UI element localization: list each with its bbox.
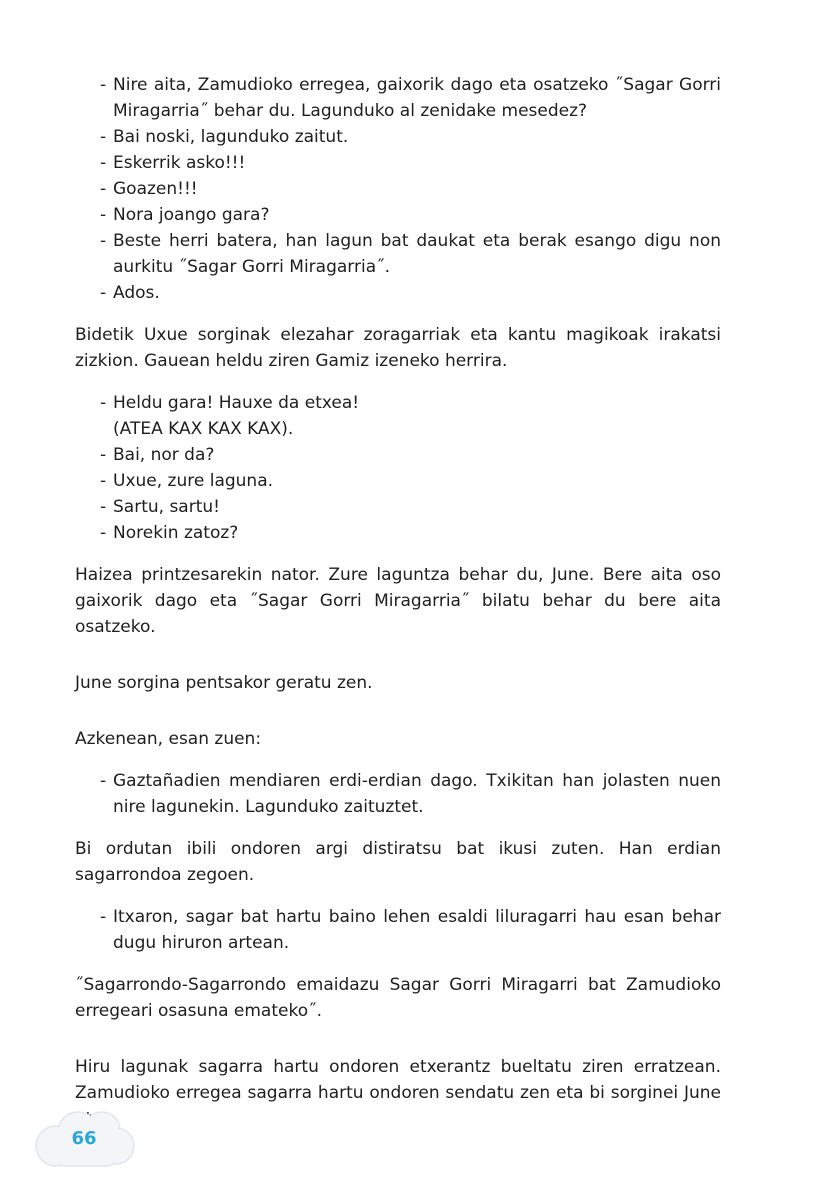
- dialogue-line: - Sartu, sartu!: [100, 494, 721, 520]
- dialogue-line: - Eskerrik asko!!!: [100, 150, 721, 176]
- dialogue-line: - Goazen!!!: [100, 176, 721, 202]
- dialogue-line: - Bai, nor da?: [100, 442, 721, 468]
- paragraph: Bidetik Uxue sorginak elezahar zoragarriak eta kantu magikoak irakatsi zizkion. Gauean heldu ziren Gamiz izeneko herrira.: [75, 325, 721, 371]
- dialogue-block-3: [100, 768, 721, 820]
- dialogue-line: - Gaztañadien mendiaren erdi-erdian dago. Txikitan han jolasten nuen nire lagunekin. Lagunduko zaituztet.: [100, 768, 721, 820]
- dialogue-line: - Nire aita, Zamudioko erregea, gaixorik dago eta osatzeko ˝Sagar Gorri Miragarria˝ behar du. Lagunduko al zenidake mesedez?: [100, 72, 721, 124]
- paragraph: Haizea printzesarekin nator. Zure laguntza behar du, June. Bere aita oso gaixorik dago eta ˝Sagar Gorri Miragarria˝ bilatu behar du bere aita osatzeko.: [75, 565, 721, 637]
- dialogue-line: - Beste herri batera, han lagun bat daukat eta berak esango digu non aurkitu ˝Sagar Gorri Miragarria˝.: [100, 228, 721, 280]
- stage-direction: (ATEA KAX KAX KAX).: [113, 419, 294, 439]
- page-number: 66: [71, 1128, 97, 1149]
- dialogue-line: - Uxue, zure laguna.: [100, 468, 721, 494]
- dialogue-line: - Itxaron, sagar bat hartu baino lehen esaldi liluragarri hau esan behar dugu hiruron artean.: [100, 904, 721, 956]
- dialogue-line: - Norekin zatoz?: [100, 520, 721, 546]
- dialogue-line: - Heldu gara! Hauxe da etxea!: [100, 390, 721, 416]
- dialogue-block-1: [100, 72, 721, 306]
- dialogue-block-4: [100, 904, 721, 956]
- dialogue-line: - Nora joango gara?: [100, 202, 721, 228]
- paragraph: Bi ordutan ibili ondoren argi distiratsu bat ikusi zuten. Han erdian sagarrondoa zegoen.: [75, 839, 721, 885]
- paragraph: June sorgina pentsakor geratu zen.: [75, 673, 373, 693]
- dialogue-line: - Bai noski, lagunduko zaitut.: [100, 124, 721, 150]
- dialogue-line: - Ados.: [100, 280, 721, 306]
- paragraph: ˝Sagarrondo-Sagarrondo emaidazu Sagar Gorri Miragarri bat Zamudioko erregeari osasuna emateko˝.: [75, 975, 721, 1021]
- dialogue-block-2: [100, 390, 721, 546]
- paragraph: Hiru lagunak sagarra hartu ondoren etxerantz bueltatu ziren erratzean. Zamudioko erregea sagarra hartu ondoren sendatu zen eta bi sorginei June: [75, 1057, 721, 1103]
- page-body: [75, 72, 721, 1132]
- paragraph: Azkenean, esan zuen:: [75, 729, 262, 749]
